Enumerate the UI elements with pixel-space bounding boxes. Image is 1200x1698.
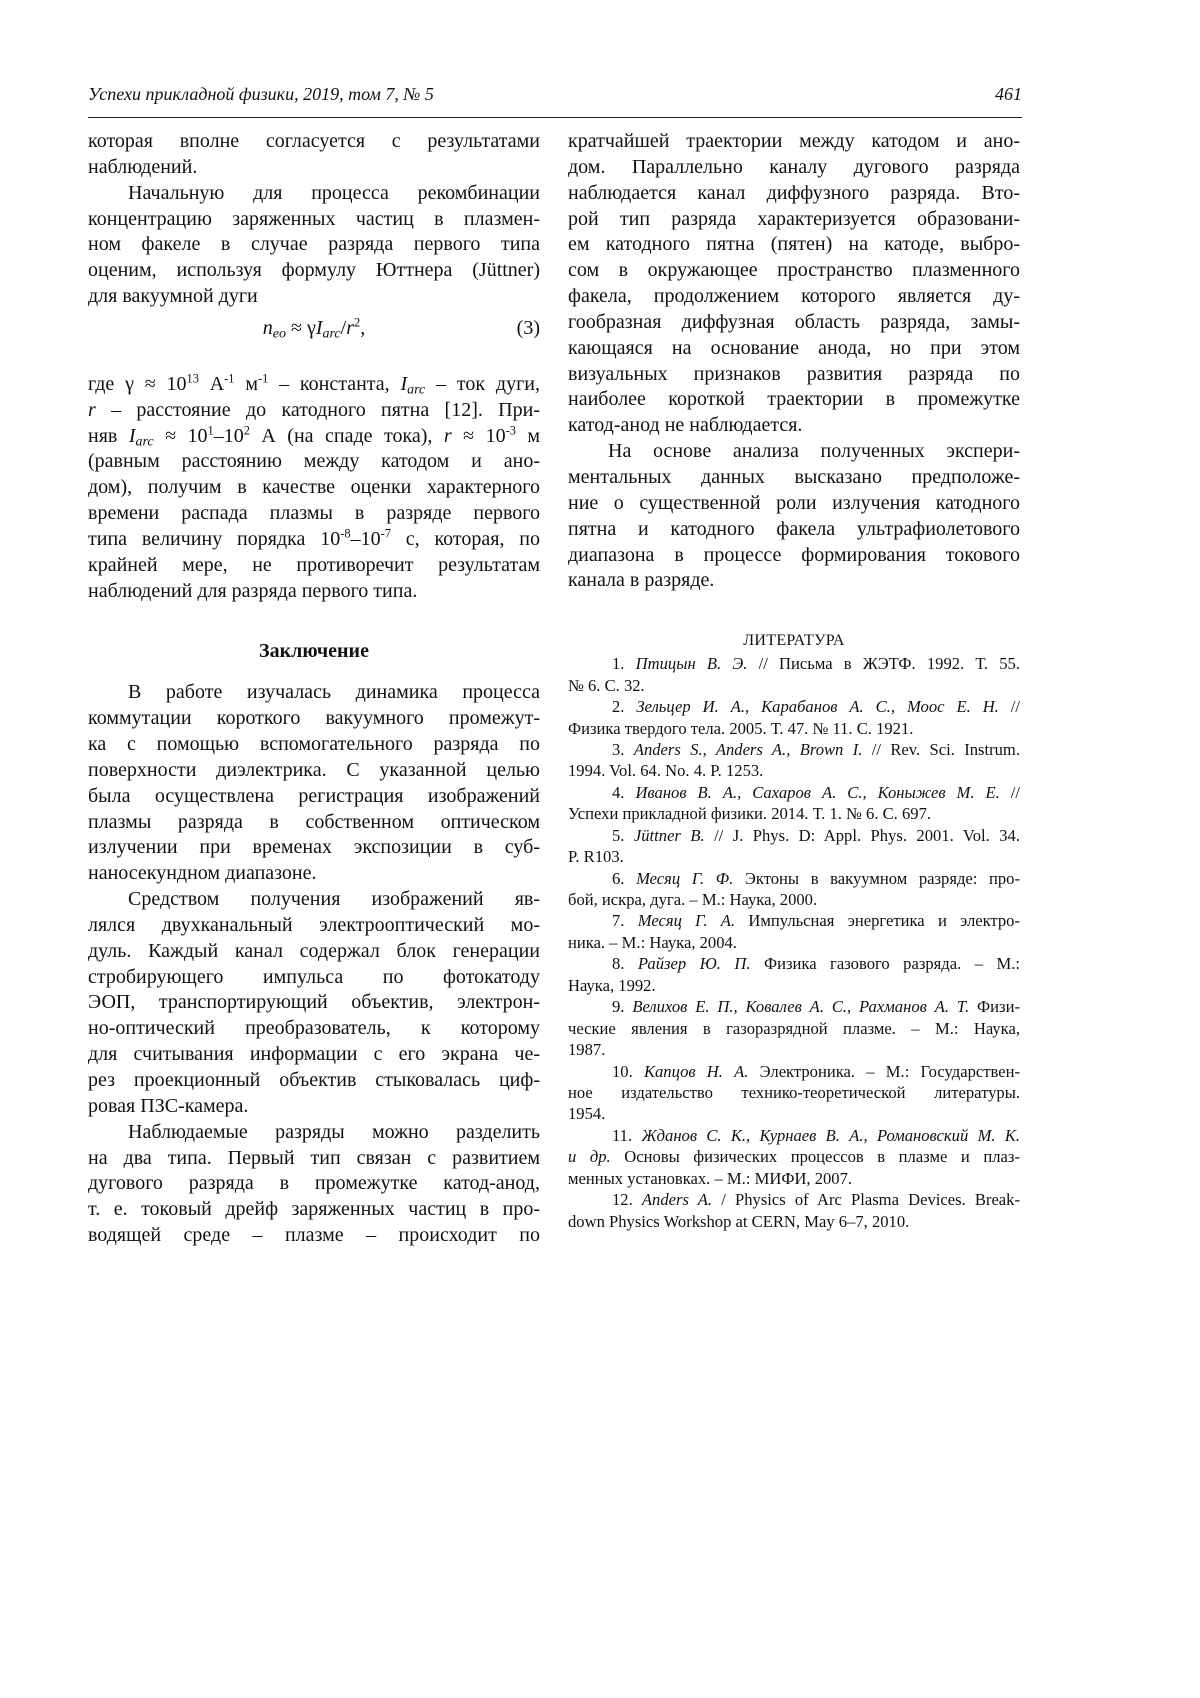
text-line: на два типа. Первый тип связан с развитием <box>88 1146 540 1172</box>
text-line: P. R103. <box>568 846 1020 867</box>
italic-run: Иванов В. А., Сахаров А. С., Коныжев М. Е. <box>635 783 999 802</box>
equation-expression <box>88 316 540 342</box>
italic-run: Jüttner B. <box>634 826 705 845</box>
text-line: но-оптический преобразователь, к которому <box>88 1016 540 1042</box>
italic-run: r <box>346 317 354 339</box>
reference-item <box>568 782 1020 825</box>
text-run: // Rev. Sci. Instrum. <box>862 740 1020 759</box>
text-run: – расстояние до катодного пятна [12]. При- <box>96 399 540 421</box>
header-rule <box>88 117 1022 118</box>
paragraph <box>568 439 1020 594</box>
text-line: 1987. <box>568 1039 1020 1060</box>
text-run: 8. <box>612 954 638 973</box>
text-line: 1994. Vol. 64. No. 4. P. 1253. <box>568 760 1020 781</box>
text-run: –10 <box>214 425 244 447</box>
text-line: диапазона в процессе формирования токового <box>568 543 1020 569</box>
reference-item <box>568 739 1020 782</box>
text-run: , <box>360 317 365 339</box>
text-run: // J. Phys. D: Appl. Phys. 2001. Vol. 34. <box>705 826 1020 845</box>
text-run: Эктоны в вакуумном разряде: про- <box>733 869 1020 888</box>
text-line: На основе анализа полученных экспери- <box>568 439 1020 465</box>
text-run: где γ ≈ 10 <box>88 373 187 395</box>
superscript: 1 <box>208 423 214 437</box>
text-line <box>568 868 1020 889</box>
text-line <box>88 527 540 553</box>
text-line: наблюдается канал диффузного разряда. Вто- <box>568 181 1020 207</box>
text-line <box>88 424 540 450</box>
paragraph <box>88 181 540 310</box>
text-line: времени распада плазмы в разряде первого <box>88 501 540 527</box>
text-line: рез проекционный объектив стыковалась циф- <box>88 1068 540 1094</box>
text-line: менных установках. – М.: МИФИ, 2007. <box>568 1168 1020 1189</box>
text-line: рой тип разряда характеризуется образовани- <box>568 207 1020 233</box>
text-line: № 6. С. 32. <box>568 675 1020 696</box>
text-line: пятна и катодного факела ультрафиолетового <box>568 517 1020 543</box>
text-run: – константа, <box>268 373 400 395</box>
text-line: стробирующего импульса по фотокатоду <box>88 965 540 991</box>
text-line: коммутации короткого вакуумного промежут- <box>88 706 540 732</box>
text-line: визуальных признаков развития разряда по <box>568 362 1020 388</box>
text-run: – ток дуги, <box>425 373 540 395</box>
text-line: дуль. Каждый канал содержал блок генерации <box>88 939 540 965</box>
text-line: ем катодного пятна (пятен) на катоде, выбро- <box>568 232 1020 258</box>
text-run: 6. <box>612 869 636 888</box>
paragraph <box>568 129 1020 439</box>
text-line: 1954. <box>568 1103 1020 1124</box>
text-line: крайней мере, не противоречит результатам <box>88 553 540 579</box>
text-line: ка с помощью вспомогательного разряда по <box>88 732 540 758</box>
text-line <box>568 782 1020 803</box>
text-line: оценим, используя формулу Юттнера (Jüttner) <box>88 258 540 284</box>
text-line <box>568 653 1020 674</box>
text-line: гообразная диффузная область разряда, замы- <box>568 310 1020 336</box>
superscript: 13 <box>187 371 199 385</box>
text-line <box>568 696 1020 717</box>
text-run: // <box>999 697 1020 716</box>
text-line: ЭОП, транспортирующий объектив, электрон- <box>88 990 540 1016</box>
text-line: лялся двухканальный электрооптический мо- <box>88 913 540 939</box>
italic-run: I <box>316 317 323 339</box>
text-line: для считывания информации с его экрана че- <box>88 1042 540 1068</box>
text-line <box>568 825 1020 846</box>
text-line: бой, искра, дуга. – М.: Наука, 2000. <box>568 889 1020 910</box>
text-line: кающаяся на основание анода, но при этом <box>568 336 1020 362</box>
text-line: излучении при временах экспозиции в суб- <box>88 835 540 861</box>
italic-run: Месяц Г. А. <box>638 911 735 930</box>
italic-run: r <box>88 399 96 421</box>
italic-run: Anders A. <box>642 1190 712 1209</box>
text-line: В работе изучалась динамика процесса <box>88 680 540 706</box>
text-line <box>568 996 1020 1017</box>
text-run: м <box>235 373 258 395</box>
italic-run: Зельцер И. А., Карабанов А. С., Моос Е. Н. <box>636 697 998 716</box>
italic-run: Месяц Г. Ф. <box>636 869 733 888</box>
running-header <box>88 84 1022 108</box>
reference-item <box>568 868 1020 911</box>
text-line: сом в окружающее пространство плазменного <box>568 258 1020 284</box>
superscript: 2 <box>244 423 250 437</box>
text-line: Средством получения изображений яв- <box>88 887 540 913</box>
superscript: -8 <box>340 527 350 541</box>
text-run: / Physics of Arc Plasma Devices. Break- <box>712 1190 1020 1209</box>
superscript: -7 <box>381 527 391 541</box>
italic-run: Жданов С. К., Курнаев В. А., Романовский М. К. <box>641 1126 1020 1145</box>
italic-run: и др. <box>568 1147 611 1166</box>
italic-run: Велихов Е. П., Ковалев А. С., Рахманов А. Т. <box>632 997 969 1016</box>
text-line <box>568 1146 1020 1167</box>
subscript: arc <box>135 434 153 449</box>
text-line: дом. Параллельно каналу дугового разряда <box>568 155 1020 181</box>
text-line: (равным расстоянию между катодом и ано- <box>88 449 540 475</box>
text-line: концентрацию заряженных частиц в плазмен- <box>88 207 540 233</box>
page-number: 461 <box>995 84 1022 105</box>
subscript: eo <box>273 326 286 341</box>
text-run: 1. <box>612 654 636 673</box>
text-line <box>568 1061 1020 1082</box>
subscript: arc <box>407 382 425 397</box>
text-run: 7. <box>612 911 638 930</box>
text-line: катод-анод не наблюдается. <box>568 413 1020 439</box>
superscript: -1 <box>258 371 268 385</box>
reference-item <box>568 653 1020 696</box>
reference-item <box>568 1125 1020 1189</box>
spacer <box>88 664 540 680</box>
text-line: ментальных данных высказано предположе- <box>568 465 1020 491</box>
references-heading: ЛИТЕРАТУРА <box>568 628 1020 653</box>
text-run: 9. <box>612 997 632 1016</box>
text-line <box>568 953 1020 974</box>
text-line: Успехи прикладной физики. 2014. Т. 1. № 6. С. 697. <box>568 803 1020 824</box>
text-run: –10 <box>351 528 381 550</box>
paragraph <box>88 887 540 1120</box>
text-run: Физика газового разряда. – М.: <box>751 954 1021 973</box>
text-line: down Physics Workshop at CERN, May 6–7, 2010. <box>568 1211 1020 1232</box>
text-line: которая вполне согласуется с результатами <box>88 129 540 155</box>
text-line: Начальную для процесса рекомбинации <box>88 181 540 207</box>
journal-title: Успехи прикладной физики, 2019, том 7, № 5 <box>88 84 434 105</box>
italic-run: r <box>444 425 452 447</box>
text-line: ческие явления в газоразрядной плазме. – М.: Наука, <box>568 1018 1020 1039</box>
text-run: А (на спаде тока), <box>250 425 444 447</box>
left-column <box>88 129 540 1249</box>
text-line: была осуществлена регистрация изображений <box>88 784 540 810</box>
text-line: дугового разряда в промежутке катод-анод, <box>88 1171 540 1197</box>
text-line: ника. – М.: Наука, 2004. <box>568 932 1020 953</box>
text-line <box>88 372 540 398</box>
superscript: 2 <box>354 315 360 329</box>
text-line <box>568 1189 1020 1210</box>
text-run: 10. <box>612 1062 644 1081</box>
text-line: наиболее короткой траектории в промежутке <box>568 387 1020 413</box>
reference-item <box>568 1189 1020 1232</box>
text-run: // Письма в ЖЭТФ. 1992. Т. 55. <box>747 654 1020 673</box>
text-line: ровая ПЗС-камера. <box>88 1094 540 1120</box>
text-line: Физика твердого тела. 2005. Т. 47. № 11. С. 1921. <box>568 718 1020 739</box>
italic-run: Капцов Н. А. <box>644 1062 748 1081</box>
text-line: кратчайшей траектории между катодом и ано- <box>568 129 1020 155</box>
spacer <box>568 594 1020 628</box>
text-line: наносекундном диапазоне. <box>88 861 540 887</box>
text-line: Наблюдаемые разряды можно разделить <box>88 1120 540 1146</box>
text-run: Импульсная энергетика и электро- <box>735 911 1020 930</box>
text-line <box>568 1125 1020 1146</box>
reference-item <box>568 696 1020 739</box>
text-run: 5. <box>612 826 634 845</box>
paragraph <box>88 1120 540 1249</box>
equation-number: (3) <box>517 316 540 342</box>
text-run: няв <box>88 425 129 447</box>
text-run: 11. <box>612 1126 641 1145</box>
italic-run: Райзер Ю. П. <box>638 954 751 973</box>
text-run: 3. <box>612 740 634 759</box>
text-run: Электроника. – М.: Государствен- <box>748 1062 1020 1081</box>
text-run: ≈ 10 <box>154 425 208 447</box>
text-run: Физи- <box>969 997 1020 1016</box>
italic-run: I <box>400 373 407 395</box>
text-run: А <box>199 373 224 395</box>
reference-item <box>568 910 1020 953</box>
paragraph <box>88 680 540 887</box>
reference-list <box>568 653 1020 1232</box>
italic-run: I <box>129 425 136 447</box>
paragraph <box>88 129 540 181</box>
text-line: дом), получим в качестве оценки характерного <box>88 475 540 501</box>
section-heading: Заключение <box>88 639 540 665</box>
text-run: с, которая, по <box>391 528 540 550</box>
reference-item <box>568 953 1020 996</box>
italic-run: Птицын В. Э. <box>636 654 748 673</box>
text-line: ном факеле в случае разряда первого типа <box>88 232 540 258</box>
text-run: ≈ γ <box>286 317 316 339</box>
text-line: для вакуумной дуги <box>88 284 540 310</box>
text-line: канала в разряде. <box>568 568 1020 594</box>
text-run: м <box>516 425 540 447</box>
reference-item <box>568 825 1020 868</box>
subscript: arc <box>323 326 341 341</box>
text-line: водящей среде – плазме – происходит по <box>88 1223 540 1249</box>
text-run: // <box>1000 783 1020 802</box>
text-line <box>568 910 1020 931</box>
text-line: поверхности диэлектрика. С указанной целью <box>88 758 540 784</box>
text-line: факела, продолжением которого является ду- <box>568 284 1020 310</box>
text-line: наблюдений для разряда первого типа. <box>88 579 540 605</box>
italic-run: Anders S., Anders A., Brown I. <box>634 740 863 759</box>
spacer <box>88 605 540 639</box>
equation <box>88 310 540 372</box>
text-line: ное издательство технико-теоретической литературы. <box>568 1082 1020 1103</box>
text-run: типа величину порядка 10 <box>88 528 340 550</box>
italic-run: n <box>263 317 273 339</box>
text-line <box>88 398 540 424</box>
reference-item <box>568 996 1020 1060</box>
text-run: 4. <box>612 783 635 802</box>
text-line: т. е. токовый дрейф заряженных частиц в про- <box>88 1197 540 1223</box>
right-column <box>568 129 1020 1232</box>
text-run: / <box>341 317 347 339</box>
text-run: ≈ 10 <box>452 425 506 447</box>
text-run: 12. <box>612 1190 642 1209</box>
text-line: наблюдений. <box>88 155 540 181</box>
superscript: -1 <box>224 371 234 385</box>
reference-item <box>568 1061 1020 1125</box>
text-run: 2. <box>612 697 636 716</box>
text-line <box>568 739 1020 760</box>
text-line: ние о существенной роли излучения катодного <box>568 491 1020 517</box>
text-run: Основы физических процессов в плазме и плаз- <box>611 1147 1020 1166</box>
text-line: Наука, 1992. <box>568 975 1020 996</box>
superscript: -3 <box>506 423 516 437</box>
text-line: плазмы разряда в собственном оптическом <box>88 810 540 836</box>
paragraph <box>88 372 540 605</box>
